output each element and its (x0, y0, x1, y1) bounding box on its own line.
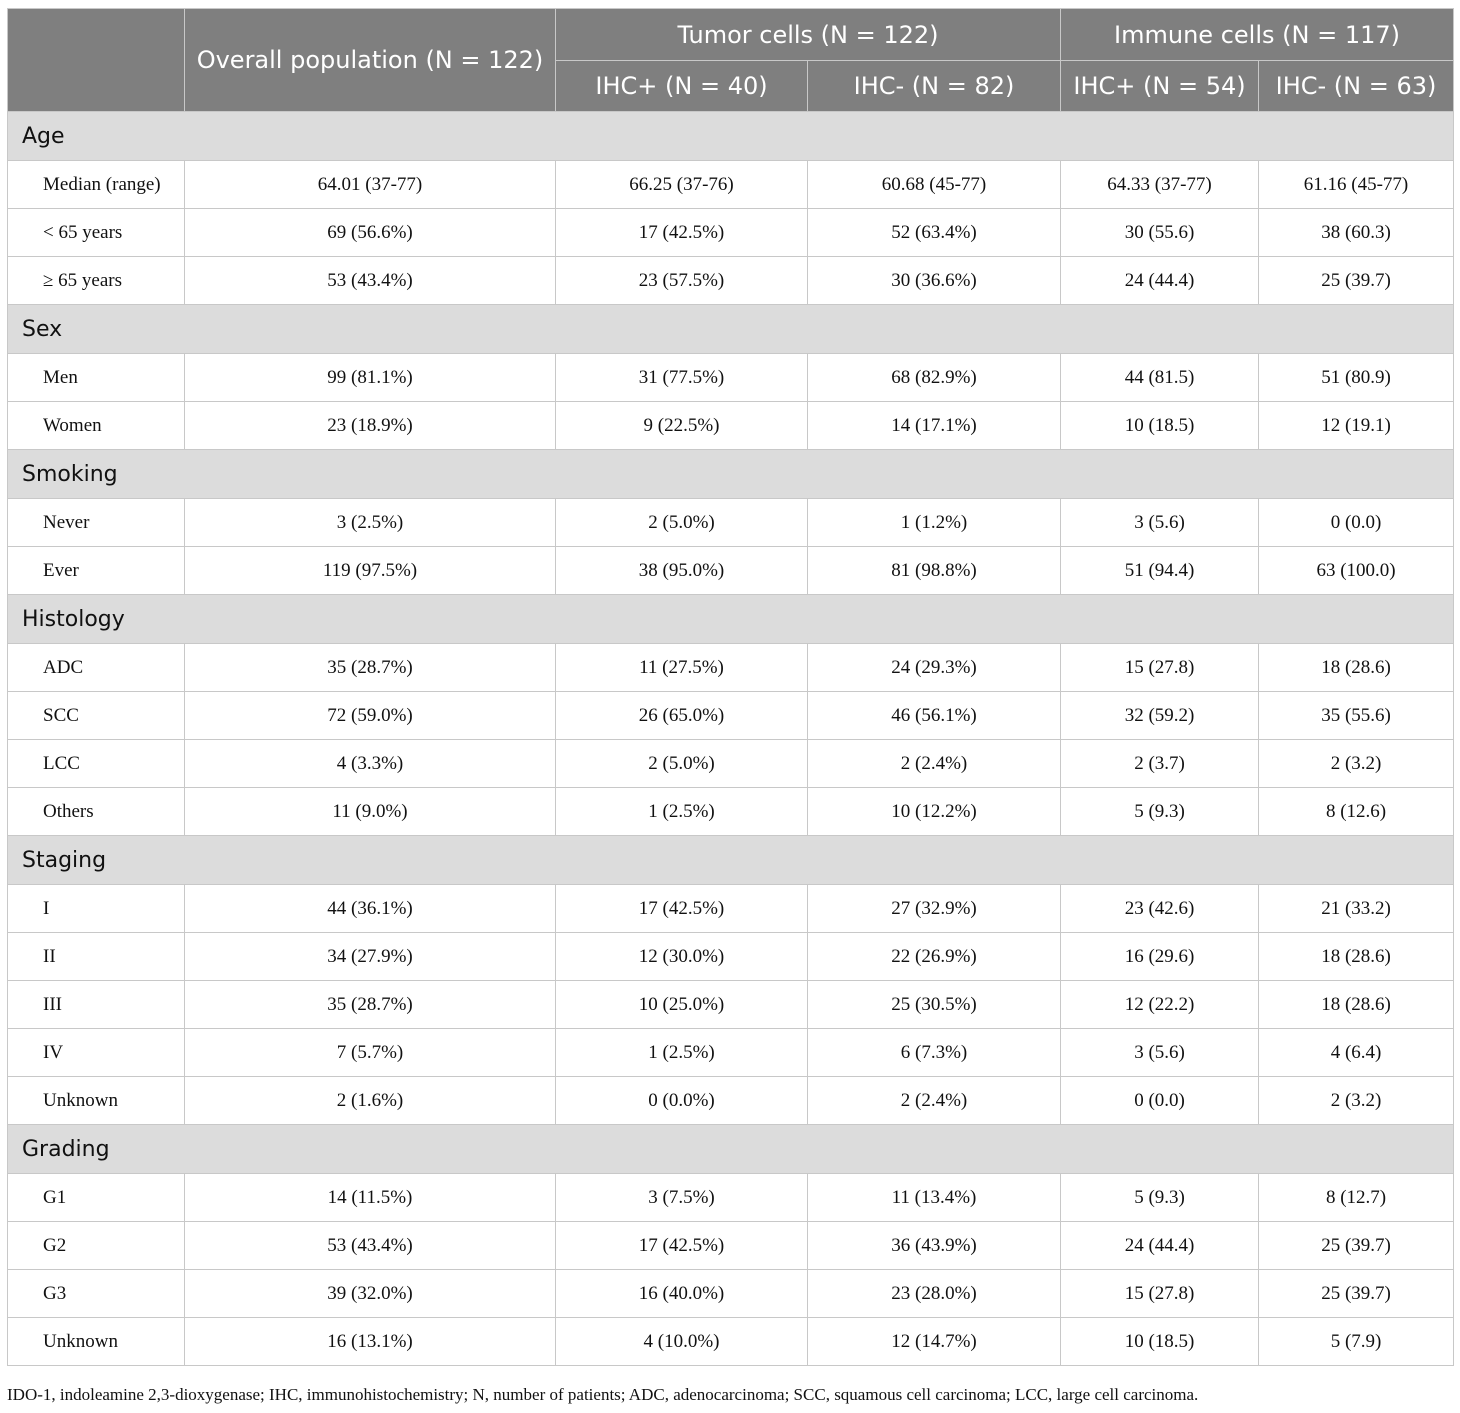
table-cell: 9 (22.5%) (556, 402, 808, 450)
table-cell: 11 (9.0%) (185, 788, 556, 836)
table-row (8, 1077, 1454, 1125)
table-cell: 4 (3.3%) (185, 740, 556, 788)
table-row (8, 547, 1454, 595)
row-label: SCC (8, 692, 185, 740)
patient-characteristics-table (7, 8, 1454, 1366)
table-cell: 32 (59.2) (1061, 692, 1259, 740)
table-cell: 14 (11.5%) (185, 1174, 556, 1222)
row-label: Men (8, 354, 185, 402)
table-cell: 25 (30.5%) (808, 981, 1061, 1029)
table-row (8, 885, 1454, 933)
table-cell: 63 (100.0) (1259, 547, 1454, 595)
table-cell: 1 (2.5%) (556, 788, 808, 836)
table-row (8, 644, 1454, 692)
table-cell: 17 (42.5%) (556, 209, 808, 257)
table-cell: 12 (14.7%) (808, 1318, 1061, 1366)
table-row (8, 933, 1454, 981)
table-cell: 51 (80.9) (1259, 354, 1454, 402)
table-cell: 30 (36.6%) (808, 257, 1061, 305)
table-cell: 2 (2.4%) (808, 1077, 1061, 1125)
section-row (8, 305, 1454, 354)
row-label: IV (8, 1029, 185, 1077)
table-cell: 52 (63.4%) (808, 209, 1061, 257)
table-row (8, 1029, 1454, 1077)
header-immune-cells: Immune cells (N = 117) (1061, 9, 1454, 61)
table-cell: 64.01 (37-77) (185, 161, 556, 209)
table-cell: 72 (59.0%) (185, 692, 556, 740)
header-tumor-cells: Tumor cells (N = 122) (556, 9, 1061, 61)
row-label: ADC (8, 644, 185, 692)
table-cell: 2 (5.0%) (556, 740, 808, 788)
table-row (8, 257, 1454, 305)
table-cell: 23 (57.5%) (556, 257, 808, 305)
footnote: IDO-1, indoleamine 2,3-dioxygenase; IHC, immunohistochemistry; N, number of patients; ADC, adenocarcinoma; SCC, squamous cell carcinoma; LCC, large cell carcinoma. (7, 1385, 1199, 1404)
table-cell: 5 (7.9) (1259, 1318, 1454, 1366)
table-cell: 6 (7.3%) (808, 1029, 1061, 1077)
row-label: Unknown (8, 1318, 185, 1366)
table-cell: 10 (18.5) (1061, 402, 1259, 450)
table-cell: 0 (0.0) (1259, 499, 1454, 547)
table-cell: 53 (43.4%) (185, 1222, 556, 1270)
table-row (8, 1222, 1454, 1270)
table-cell: 4 (6.4) (1259, 1029, 1454, 1077)
table-row (8, 402, 1454, 450)
header-immune-ihc-pos: IHC+ (N = 54) (1061, 61, 1259, 112)
table-row (8, 1318, 1454, 1366)
table-cell: 66.25 (37-76) (556, 161, 808, 209)
table-cell: 3 (5.6) (1061, 499, 1259, 547)
table-cell: 2 (3.7) (1061, 740, 1259, 788)
row-label: Median (range) (8, 161, 185, 209)
section-row (8, 450, 1454, 499)
table-cell: 2 (5.0%) (556, 499, 808, 547)
table-cell: 53 (43.4%) (185, 257, 556, 305)
table-cell: 31 (77.5%) (556, 354, 808, 402)
header-tumor-ihc-pos: IHC+ (N = 40) (556, 61, 808, 112)
row-label: II (8, 933, 185, 981)
table-cell: 10 (25.0%) (556, 981, 808, 1029)
row-label: Unknown (8, 1077, 185, 1125)
table-cell: 17 (42.5%) (556, 885, 808, 933)
table-cell: 1 (2.5%) (556, 1029, 808, 1077)
table-header (8, 9, 1454, 112)
table-cell: 24 (44.4) (1061, 257, 1259, 305)
section-title: Grading (8, 1125, 1454, 1174)
table-cell: 3 (7.5%) (556, 1174, 808, 1222)
table-cell: 25 (39.7) (1259, 257, 1454, 305)
table-cell: 10 (12.2%) (808, 788, 1061, 836)
table-row (8, 209, 1454, 257)
table-row (8, 692, 1454, 740)
table-cell: 18 (28.6) (1259, 981, 1454, 1029)
table-cell: 44 (36.1%) (185, 885, 556, 933)
table-cell: 17 (42.5%) (556, 1222, 808, 1270)
table-cell: 3 (2.5%) (185, 499, 556, 547)
table-cell: 15 (27.8) (1061, 644, 1259, 692)
table-cell: 11 (13.4%) (808, 1174, 1061, 1222)
table-cell: 8 (12.6) (1259, 788, 1454, 836)
table-cell: 38 (60.3) (1259, 209, 1454, 257)
row-label: Ever (8, 547, 185, 595)
header-tumor-ihc-neg: IHC- (N = 82) (808, 61, 1061, 112)
table-row (8, 1270, 1454, 1318)
table-cell: 23 (18.9%) (185, 402, 556, 450)
table-row (8, 981, 1454, 1029)
table-row (8, 161, 1454, 209)
table-cell: 81 (98.8%) (808, 547, 1061, 595)
section-title: Smoking (8, 450, 1454, 499)
table-cell: 61.16 (45-77) (1259, 161, 1454, 209)
table-row (8, 354, 1454, 402)
table-cell: 64.33 (37-77) (1061, 161, 1259, 209)
table-cell: 60.68 (45-77) (808, 161, 1061, 209)
table-cell: 30 (55.6) (1061, 209, 1259, 257)
table-cell: 2 (3.2) (1259, 740, 1454, 788)
section-row (8, 1125, 1454, 1174)
table-cell: 2 (2.4%) (808, 740, 1061, 788)
table-cell: 25 (39.7) (1259, 1222, 1454, 1270)
table-cell: 51 (94.4) (1061, 547, 1259, 595)
table-row (8, 499, 1454, 547)
table-cell: 1 (1.2%) (808, 499, 1061, 547)
table-cell: 16 (29.6) (1061, 933, 1259, 981)
table-cell: 0 (0.0%) (556, 1077, 808, 1125)
row-label: LCC (8, 740, 185, 788)
table-cell: 8 (12.7) (1259, 1174, 1454, 1222)
header-overall: Overall population (N = 122) (185, 9, 556, 112)
table-cell: 7 (5.7%) (185, 1029, 556, 1077)
row-label: < 65 years (8, 209, 185, 257)
table-cell: 18 (28.6) (1259, 933, 1454, 981)
table-cell: 23 (42.6) (1061, 885, 1259, 933)
section-row (8, 595, 1454, 644)
table-cell: 22 (26.9%) (808, 933, 1061, 981)
table-cell: 24 (44.4) (1061, 1222, 1259, 1270)
table-row (8, 1174, 1454, 1222)
row-label: I (8, 885, 185, 933)
header-immune-ihc-neg: IHC- (N = 63) (1259, 61, 1454, 112)
table-cell: 68 (82.9%) (808, 354, 1061, 402)
table-cell: 99 (81.1%) (185, 354, 556, 402)
table-cell: 25 (39.7) (1259, 1270, 1454, 1318)
table-cell: 14 (17.1%) (808, 402, 1061, 450)
section-title: Sex (8, 305, 1454, 354)
row-label: ≥ 65 years (8, 257, 185, 305)
table-row (8, 788, 1454, 836)
row-label: Never (8, 499, 185, 547)
table-cell: 21 (33.2) (1259, 885, 1454, 933)
table-cell: 3 (5.6) (1061, 1029, 1259, 1077)
row-label: Others (8, 788, 185, 836)
table-cell: 38 (95.0%) (556, 547, 808, 595)
table-row (8, 740, 1454, 788)
section-title: Age (8, 112, 1454, 161)
table-cell: 36 (43.9%) (808, 1222, 1061, 1270)
table-cell: 4 (10.0%) (556, 1318, 808, 1366)
section-title: Histology (8, 595, 1454, 644)
table-cell: 2 (3.2) (1259, 1077, 1454, 1125)
table-cell: 35 (28.7%) (185, 981, 556, 1029)
table-cell: 46 (56.1%) (808, 692, 1061, 740)
table-cell: 12 (19.1) (1259, 402, 1454, 450)
table-cell: 15 (27.8) (1061, 1270, 1259, 1318)
table-cell: 23 (28.0%) (808, 1270, 1061, 1318)
header-blank (8, 9, 185, 112)
row-label: III (8, 981, 185, 1029)
table-cell: 12 (22.2) (1061, 981, 1259, 1029)
table-cell: 34 (27.9%) (185, 933, 556, 981)
section-row (8, 112, 1454, 161)
table-cell: 0 (0.0) (1061, 1077, 1259, 1125)
table-cell: 12 (30.0%) (556, 933, 808, 981)
table-cell: 5 (9.3) (1061, 1174, 1259, 1222)
table-cell: 35 (28.7%) (185, 644, 556, 692)
section-title: Staging (8, 836, 1454, 885)
table-cell: 119 (97.5%) (185, 547, 556, 595)
row-label: G3 (8, 1270, 185, 1318)
table-cell: 16 (13.1%) (185, 1318, 556, 1366)
table-cell: 5 (9.3) (1061, 788, 1259, 836)
row-label: Women (8, 402, 185, 450)
table-cell: 44 (81.5) (1061, 354, 1259, 402)
table-cell: 39 (32.0%) (185, 1270, 556, 1318)
table-cell: 35 (55.6) (1259, 692, 1454, 740)
section-row (8, 836, 1454, 885)
table-cell: 26 (65.0%) (556, 692, 808, 740)
table-container (7, 8, 1453, 1366)
table-cell: 11 (27.5%) (556, 644, 808, 692)
table-cell: 69 (56.6%) (185, 209, 556, 257)
table-cell: 18 (28.6) (1259, 644, 1454, 692)
table-cell: 2 (1.6%) (185, 1077, 556, 1125)
table-cell: 10 (18.5) (1061, 1318, 1259, 1366)
row-label: G2 (8, 1222, 185, 1270)
row-label: G1 (8, 1174, 185, 1222)
table-cell: 24 (29.3%) (808, 644, 1061, 692)
table-cell: 16 (40.0%) (556, 1270, 808, 1318)
table-cell: 27 (32.9%) (808, 885, 1061, 933)
table-body (8, 112, 1454, 1366)
